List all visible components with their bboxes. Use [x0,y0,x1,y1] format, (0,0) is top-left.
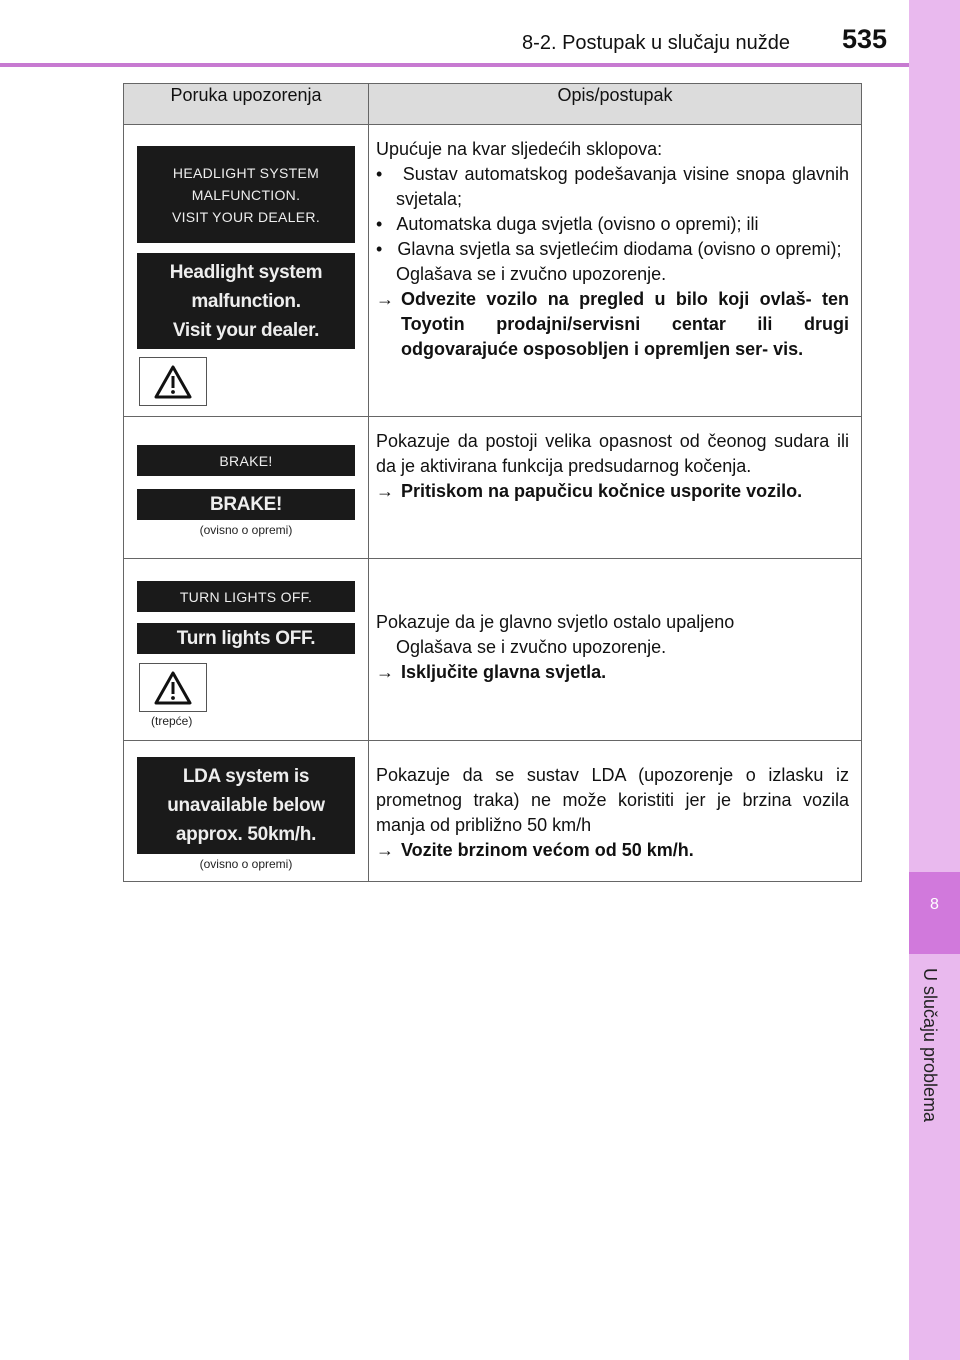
description-cell [369,417,862,559]
message-cell [124,559,369,741]
arrow-icon: → [376,481,394,501]
equipment-caption: (ovisno o opremi) [199,523,293,537]
sound-note: Oglašava se i zvučno upozorenje. [396,637,667,657]
lda-message-panel: LDA system is unavailable below approx. 50km/h. [137,757,355,854]
table-row [124,125,862,417]
description-text: Pokazuje da postoji velika opasnost od čeonog sudara ili da je aktivirana funkcija predsudarnog kočenja. [376,431,849,476]
description-text: Pokazuje da je glavno svjetlo ostalo upaljeno [376,612,735,632]
list-item: • Glavna svjetla sa svjetlećim diodama (ovisno o opremi); [376,239,842,259]
arrow-icon: → [376,840,394,860]
column-header-description: Opis/postupak [369,84,862,125]
warning-triangle-icon [139,663,207,712]
action-instruction: → Pritiskom na papučicu kočnice usporite vozilo. [376,479,849,504]
arrow-icon: → [376,662,394,682]
chapter-number: 8 [930,896,939,913]
turn-lights-message-panel-alt: Turn lights OFF. [137,623,355,654]
message-cell [124,741,369,882]
table-row [124,559,862,741]
table-row [124,741,862,882]
arrow-icon: → [376,289,394,309]
description-text: Pokazuje da se sustav LDA (upozorenje o izlasku iz prometnog traka) ne može koristiti jer je brzina vozila manja od približno 50 km/h [376,765,849,835]
header-divider [0,63,909,67]
warning-message-table [123,83,862,882]
equipment-caption: (ovisno o opremi) [199,857,293,871]
description-cell [369,741,862,882]
table-header-row [124,84,862,125]
page-number: 535 [842,24,888,54]
description-intro: Upućuje na kvar sljedećih sklopova: [376,139,663,159]
list-item: • Sustav automatskog podešavanja visine snopa glavnih svjetala; [376,164,849,209]
headlight-message-panel: HEADLIGHT SYSTEM MALFUNCTION. VISIT YOUR DEALER. [137,146,355,243]
action-instruction: → Isključite glavna svjetla. [376,660,849,685]
brake-message-panel: BRAKE! [137,445,355,476]
description-cell [369,559,862,741]
chapter-side-tab [909,0,960,1360]
action-instruction: → Odvezite vozilo na pregled u bilo koji ovlaš- ten Toyotin prodajni/servisni centar ili drugi odgovarajuće osposobljen i opremljen ser- vis. [376,289,849,359]
section-title: 8-2. Postupak u slučaju nužde [522,32,790,54]
list-item: • Automatska duga svjetla (ovisno o opremi); ili [376,214,759,234]
brake-message-panel-alt: BRAKE! [137,489,355,520]
message-cell [124,125,369,417]
description-cell [369,125,862,417]
warning-triangle-icon [139,357,207,406]
action-instruction: → Vozite brzinom većom od 50 km/h. [376,838,849,863]
message-cell [124,417,369,559]
headlight-message-panel-alt: Headlight system malfunction. Visit your dealer. [137,253,355,349]
table-row [124,417,862,559]
blink-caption: (trepće) [151,714,193,728]
turn-lights-message-panel: TURN LIGHTS OFF. [137,581,355,612]
column-header-message: Poruka upozorenja [124,84,369,125]
chapter-title: U slučaju problema [920,968,940,1123]
sound-note: Oglašava se i zvučno upozorenje. [396,264,667,284]
